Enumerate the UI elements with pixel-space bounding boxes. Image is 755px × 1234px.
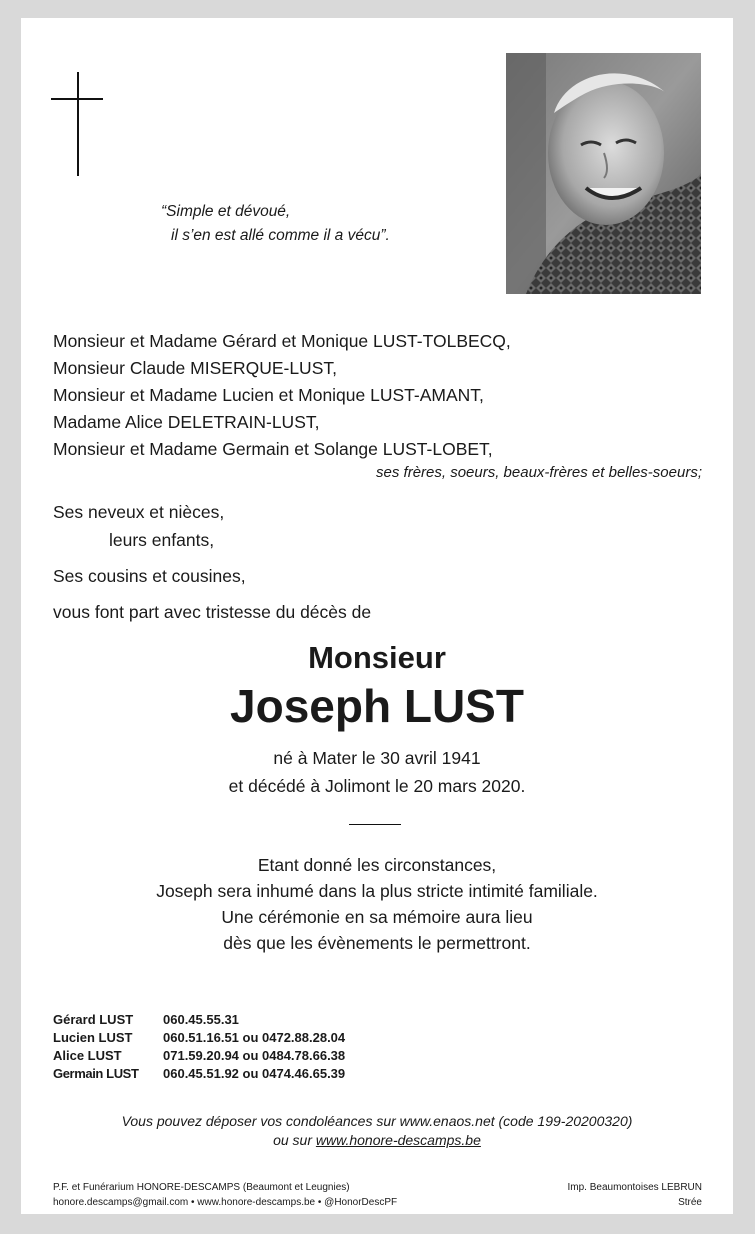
family-line: Monsieur et Madame Lucien et Monique LUST-AMANT, (53, 385, 484, 405)
family-line: Monsieur et Madame Gérard et Monique LUST-TOLBECQ, (53, 331, 511, 351)
epitaph-quote (161, 200, 390, 248)
family-line: Madame Alice DELETRAIN-LUST, (53, 412, 320, 432)
condolences-line-2 (21, 1131, 733, 1150)
circumstances-line: Etant donné les circonstances, (257, 855, 497, 875)
contact-row (53, 1047, 345, 1065)
printer-location: Strée (678, 1197, 702, 1208)
contact-name: Germain LUST (53, 1066, 139, 1081)
condolences-block (21, 1112, 733, 1150)
separator-line (349, 824, 401, 825)
footer-right (567, 1180, 702, 1210)
family-relation: ses frères, soeurs, beaux-frères et belles-soeurs; (376, 464, 702, 481)
nephews-line: Ses neveux et nièces, (53, 502, 225, 522)
contact-phones: 060.51.16.51 ou 0472.88.28.04 (163, 1030, 346, 1045)
announcement-line: vous font part avec tristesse du décès de (53, 602, 372, 622)
portrait-photo (506, 53, 701, 294)
contact-row (53, 1065, 345, 1083)
condolences-line-1: Vous pouvez déposer vos condoléances sur www.enaos.net (code 199-20200320) (121, 1113, 633, 1129)
circumstances-block (21, 852, 733, 956)
obituary-card (21, 18, 733, 1214)
circumstances-line: Une cérémonie en sa mémoire aura lieu (221, 907, 533, 927)
cross-icon-bar (51, 98, 103, 100)
website-link[interactable]: www.honore-descamps.be (315, 1132, 481, 1148)
printer-line: Imp. Beaumontoises LEBRUN (567, 1182, 702, 1193)
contact-row (53, 1011, 345, 1029)
circumstances-line: dès que les évènements le permettront. (223, 933, 531, 953)
cousins-line: Ses cousins et cousines, (53, 566, 246, 586)
contact-phones: 071.59.20.94 ou 0484.78.66.38 (163, 1048, 346, 1063)
cross-icon (77, 72, 79, 176)
contact-name: Gérard LUST (53, 1012, 134, 1027)
condolences-prefix: ou sur (273, 1132, 316, 1148)
title-prefix: Monsieur (308, 640, 446, 675)
family-line: Monsieur Claude MISERQUE-LUST, (53, 358, 337, 378)
footer-left (53, 1180, 397, 1210)
children-line: leurs enfants, (109, 530, 215, 550)
death-line: et décédé à Jolimont le 20 mars 2020. (228, 776, 526, 796)
family-line: Monsieur et Madame Germain et Solange LUST-LOBET, (53, 439, 493, 459)
contact-name: Alice LUST (53, 1048, 122, 1063)
quote-line-2: il s’en est allé comme il a vécu”. (171, 227, 390, 244)
funeral-home-line: P.F. et Funérarium HONORE-DESCAMPS (Beaumont et Leugnies) (53, 1182, 350, 1193)
contacts-list (53, 1011, 345, 1083)
contact-phones: 060.45.51.92 ou 0474.46.65.39 (163, 1066, 346, 1081)
contact-row (53, 1029, 345, 1047)
dates-block (21, 744, 733, 800)
circumstances-line: Joseph sera inhumé dans la plus stricte intimité familiale. (156, 881, 598, 901)
contact-name: Lucien LUST (53, 1030, 133, 1045)
quote-line-1: “Simple et dévoué, (161, 203, 291, 220)
contact-phones: 060.45.55.31 (163, 1012, 239, 1027)
birth-line: né à Mater le 30 avril 1941 (273, 748, 481, 768)
family-list (53, 328, 511, 463)
funeral-home-contact: honore.descamps@gmail.com • www.honore-descamps.be • @HonorDescPF (53, 1197, 398, 1208)
deceased-name: Joseph LUST (230, 680, 524, 732)
